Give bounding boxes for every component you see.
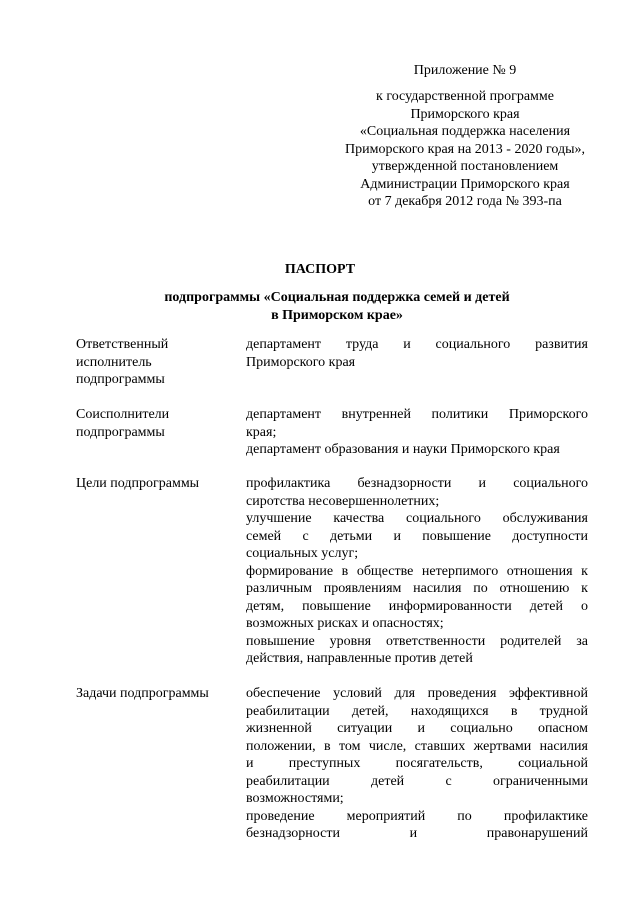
appendix-title: Приложение № 9 — [413, 63, 517, 78]
word: для — [394, 686, 416, 701]
word: развития — [535, 337, 588, 352]
row-value-line — [246, 633, 588, 651]
word: нетерпимого — [421, 563, 499, 579]
word: социального — [435, 337, 511, 352]
word: к — [581, 581, 588, 596]
word: с — [445, 773, 452, 789]
word: социального — [406, 511, 481, 526]
row-value-line: края; — [246, 424, 277, 440]
word: ставших — [414, 738, 466, 754]
word: уровня — [329, 633, 372, 649]
word: семей — [246, 528, 282, 544]
word: формирование — [246, 563, 334, 579]
word: социальной — [518, 756, 588, 771]
word: улучшение — [246, 511, 312, 526]
row-value-line: сиротства несовершеннолетних; — [246, 493, 440, 509]
word: труда — [345, 337, 379, 352]
row-value-line: возможных рисках и опасностях; — [246, 616, 444, 631]
word: ситуации — [337, 721, 393, 736]
word: отношения — [506, 563, 573, 579]
word: правонарушений — [486, 826, 588, 841]
word: социально — [450, 721, 513, 736]
appendix-line: от 7 декабря 2012 года № 393-па — [368, 194, 562, 209]
subtitle-line: подпрограммы «Социальная поддержка семей и детей — [164, 290, 510, 305]
word: детей — [529, 598, 563, 614]
word: и — [478, 476, 487, 491]
word: социального — [513, 476, 588, 491]
word: эффективной — [508, 686, 588, 701]
row-label — [76, 475, 236, 493]
row-value-line — [246, 528, 588, 546]
row-value — [246, 685, 588, 843]
row-label-line: Задачи подпрограммы — [76, 686, 209, 701]
row-label-line: Цели подпрограммы — [76, 476, 200, 491]
word: по — [473, 581, 488, 596]
word: обществе — [356, 563, 414, 579]
row-value — [246, 475, 588, 668]
row-value-line — [246, 475, 588, 493]
word: находящихся — [410, 703, 489, 719]
word: обеспечение — [246, 686, 321, 701]
word: опасном — [537, 721, 588, 736]
word: в — [341, 563, 349, 579]
word: безнадзорности — [357, 476, 452, 491]
word: повышение — [246, 633, 315, 649]
row-value — [246, 406, 588, 459]
row-value-line — [246, 406, 588, 424]
word: детям, — [246, 598, 285, 614]
word: политики — [431, 407, 489, 422]
word: жизненной — [246, 721, 312, 736]
word: насилия — [539, 738, 588, 754]
word: мероприятий — [346, 808, 426, 824]
word: проявлениям — [323, 581, 402, 596]
row-label-line: исполнитель — [76, 354, 152, 370]
row-value-line — [246, 773, 588, 791]
appendix-line: Администрации Приморского края — [360, 176, 570, 192]
row-value — [246, 336, 588, 371]
word: и — [409, 826, 418, 841]
word: повышение — [422, 528, 491, 544]
word: положении, — [246, 738, 316, 754]
passport-title: ПАСПОРТ — [284, 262, 356, 277]
word: департамент — [246, 337, 322, 352]
appendix-reference — [320, 88, 610, 211]
row-value-line — [246, 825, 588, 843]
row-label — [76, 685, 236, 703]
row-value-line: возможностями; — [246, 791, 344, 806]
row-label — [76, 336, 236, 389]
word: и — [403, 337, 411, 352]
word: преступных — [288, 756, 361, 771]
word: реабилитации — [246, 703, 330, 719]
word: департамент — [246, 407, 322, 422]
word: жертвами — [473, 738, 532, 754]
word: насилия — [413, 581, 462, 596]
word: ограниченными — [493, 773, 588, 789]
appendix-line: Приморского края на 2013 - 2020 годы», — [344, 141, 585, 157]
word: детьми — [329, 528, 373, 544]
word: информированности — [388, 598, 512, 614]
passport-subtitle — [0, 289, 640, 324]
word: детей — [371, 773, 405, 789]
row-label-line: Соисполнители — [76, 407, 170, 422]
row-value-line — [246, 580, 588, 598]
word: к — [581, 563, 588, 579]
row-value-line — [246, 563, 588, 581]
word: в — [510, 703, 518, 719]
word: трудной — [539, 703, 588, 719]
word: и — [246, 756, 254, 771]
word: проведение — [246, 808, 315, 824]
word: доступности — [512, 528, 588, 544]
word: профилактика — [246, 476, 331, 491]
word: по — [457, 808, 472, 824]
word: и — [393, 528, 401, 544]
word: реабилитации — [246, 773, 330, 789]
row-label-line: подпрограммы — [76, 372, 165, 387]
row-value-line — [246, 720, 588, 738]
row-value-line — [246, 755, 588, 773]
word: качества — [333, 511, 385, 526]
appendix-line: к государственной программе — [376, 89, 554, 104]
word: том — [338, 738, 361, 754]
word: детей, — [351, 703, 389, 719]
row-value-line — [246, 808, 588, 826]
row-value-line — [246, 738, 588, 756]
word: внутренней — [341, 407, 411, 422]
word: с — [302, 528, 309, 544]
appendix-line: утвержденной постановлением — [371, 159, 559, 174]
appendix-line: «Социальная поддержка населения — [359, 124, 571, 139]
appendix-line: Приморского края — [410, 106, 520, 122]
word: отношению — [499, 581, 570, 596]
word: обслуживания — [502, 511, 588, 526]
row-value-line — [246, 703, 588, 721]
word: за — [576, 633, 588, 649]
row-value-line — [246, 510, 588, 528]
word: проведения — [427, 686, 497, 701]
subtitle-line: в Приморском крае» — [271, 307, 403, 323]
word: посягательств, — [395, 756, 483, 771]
row-value-line: действия, направленные против детей — [246, 651, 473, 666]
row-label-line: подпрограммы — [76, 424, 165, 440]
row-label-line: Ответственный — [76, 337, 169, 352]
word: условий — [333, 686, 382, 701]
word: профилактике — [503, 808, 588, 824]
word: различным — [246, 581, 313, 596]
word: Приморского — [508, 407, 588, 422]
row-value-line: департамент образования и науки Приморского края — [246, 442, 560, 457]
row-value-line: Приморского края — [246, 354, 356, 370]
word: в — [323, 738, 331, 754]
row-value-line — [246, 336, 588, 354]
word: повышение — [302, 598, 371, 614]
row-value-line — [246, 598, 588, 616]
word: о — [580, 598, 588, 614]
row-value-line: социальных услуг; — [246, 546, 359, 561]
word: числе, — [368, 738, 407, 754]
word: родителей — [500, 633, 562, 649]
row-value-line — [246, 685, 588, 703]
word: безнадзорности — [246, 826, 340, 841]
row-label — [76, 406, 236, 441]
word: ответственности — [386, 633, 486, 649]
word: и — [417, 721, 426, 736]
